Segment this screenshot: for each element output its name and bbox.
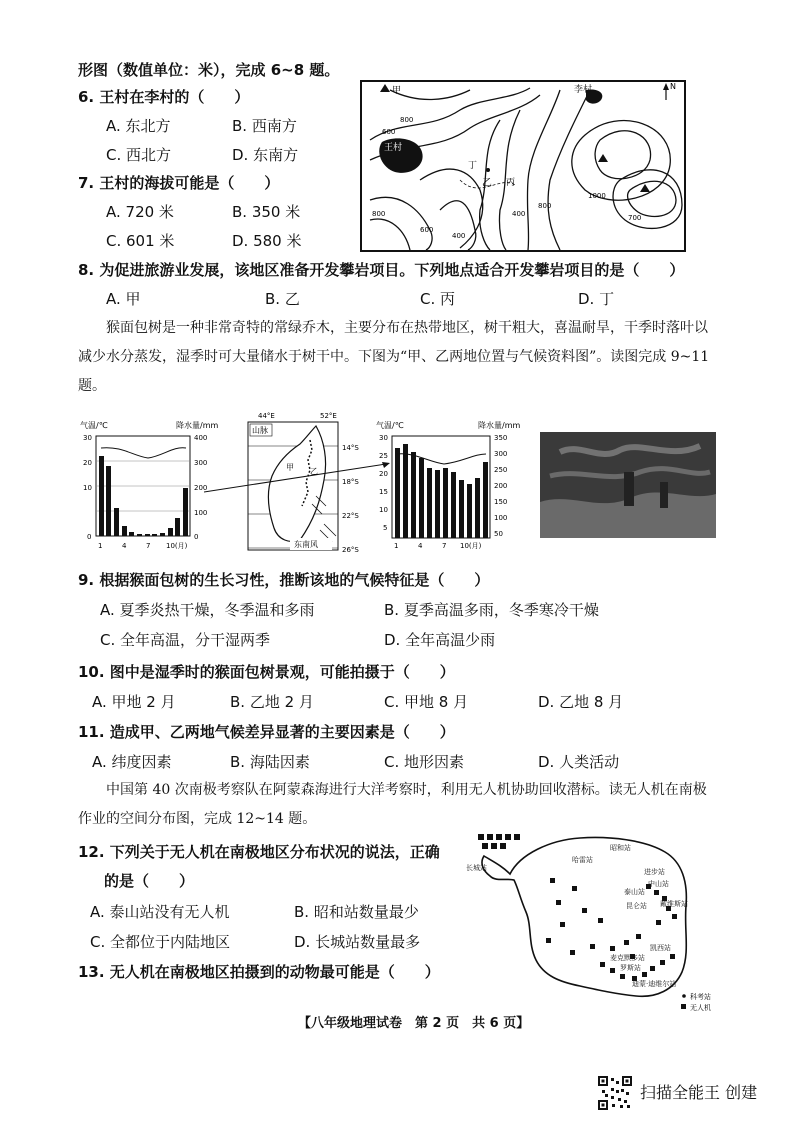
station-halley: 哈雷站 xyxy=(572,856,593,864)
yi-temp-tick-5: 5 xyxy=(383,524,388,532)
q11-option-a: A. 纬度因素 xyxy=(92,753,172,771)
station-taishan: 泰山站 xyxy=(624,888,645,896)
jia-bar-4 xyxy=(122,526,127,536)
yi-bar-3 xyxy=(411,452,416,538)
jia-month-tick-1: 1 xyxy=(98,542,103,550)
yi-precip-tick-50: 50 xyxy=(494,530,503,538)
legend-station-label: 科考站 xyxy=(690,993,711,1001)
yi-precip-axis-title: 降水量/mm xyxy=(478,421,521,430)
label-mountain: 山脉 xyxy=(252,426,268,435)
question-12-stem-line2: 的是（ ） xyxy=(104,872,195,890)
contour-label-6: 800 xyxy=(538,202,552,210)
contour-label-5: 400 xyxy=(512,210,526,218)
jia-temp-axis-title: 气温/℃ xyxy=(80,421,108,430)
q7-option-b: B. 350 米 xyxy=(232,203,301,221)
q12-option-a: A. 泰山站没有无人机 xyxy=(90,903,230,921)
station-ross: 罗斯站 xyxy=(620,964,641,972)
yi-precip-tick-350: 350 xyxy=(494,434,508,442)
yi-month-tick-1: 1 xyxy=(394,542,399,550)
station-zhongshan: 中山站 xyxy=(648,880,669,888)
jia-bar-11 xyxy=(175,518,180,536)
jia-bar-2 xyxy=(106,466,111,536)
intro-line: 形图（数值单位：米），完成 6~8 题。 xyxy=(78,61,340,79)
label-ding-point: 丁 xyxy=(468,161,478,171)
label-bing-point: 丙 xyxy=(506,178,516,188)
jia-precip-tick-400: 400 xyxy=(194,434,208,442)
label-yi-site: 乙 xyxy=(310,467,318,476)
contour-label-7: 1000 xyxy=(588,192,606,200)
label-jia-peak: 甲 xyxy=(392,86,402,96)
contour-label-3: 800 xyxy=(372,210,386,218)
contour-label-8: 700 xyxy=(628,214,642,222)
q10-option-b: B. 乙地 2 月 xyxy=(230,693,314,711)
yi-temp-tick-10: 10 xyxy=(379,506,388,514)
contour-label-2: 600 xyxy=(382,128,396,136)
contour-label-1: 800 xyxy=(400,116,414,124)
climate-chart-jia xyxy=(78,418,220,550)
q11-option-d: D. 人类活动 xyxy=(538,753,620,771)
yi-bar-7 xyxy=(443,468,448,538)
yi-month-tick-4: 4 xyxy=(418,542,423,550)
jia-bar-5 xyxy=(129,532,134,536)
q7-option-d: D. 580 米 xyxy=(232,232,302,250)
yi-month-tick-7: 7 xyxy=(442,542,447,550)
yi-precip-tick-150: 150 xyxy=(494,498,508,506)
passage-antarctic: 中国第 40 次南极考察队在阿蒙森海进行大洋考察时，利用无人机协助回收潜标。读无人机在南极作业的空间分布图，完成 12~14 题。 xyxy=(78,782,707,827)
q10-option-c: C. 甲地 8 月 xyxy=(384,693,469,711)
yi-temp-tick-15: 15 xyxy=(379,488,388,496)
jia-bar-1 xyxy=(99,456,104,536)
yi-bar-8 xyxy=(451,472,456,538)
yi-precip-tick-300: 300 xyxy=(494,450,508,458)
q8-option-a: A. 甲 xyxy=(106,290,141,308)
label-wangcun: 王村 xyxy=(384,143,403,153)
label-licun: 李村 xyxy=(574,85,593,95)
yi-temp-axis-title: 气温/℃ xyxy=(376,421,404,430)
label-wind: 东南风 xyxy=(294,540,318,549)
jia-bar-7 xyxy=(145,534,150,536)
q8-option-b: B. 乙 xyxy=(265,290,300,308)
north-label: N xyxy=(670,82,676,91)
topographic-map xyxy=(360,80,686,252)
yi-bar-10 xyxy=(467,484,472,538)
yi-precip-tick-250: 250 xyxy=(494,466,508,474)
q6-option-a: A. 东北方 xyxy=(106,117,171,135)
q6-option-b: B. 西南方 xyxy=(232,117,297,135)
yi-precip-tick-100: 100 xyxy=(494,514,508,522)
label-jia-site: 甲 xyxy=(286,463,294,472)
station-davis: 戴维斯站 xyxy=(660,900,688,908)
station-dumont: 迪蒙·迪维尔站 xyxy=(632,980,677,988)
q11-option-c: C. 地形因素 xyxy=(384,753,465,771)
question-7-stem: 7. 王村的海拔可能是（ ） xyxy=(78,174,280,192)
q9-option-d: D. 全年高温少雨 xyxy=(384,631,496,649)
q11-option-b: B. 海陆因素 xyxy=(230,753,310,771)
label-yi-point: 乙 xyxy=(482,178,492,189)
jia-bar-9 xyxy=(160,533,165,536)
jia-temp-tick-30: 30 xyxy=(83,434,92,442)
jia-bar-10 xyxy=(168,528,173,536)
climate-chart-yi xyxy=(374,418,534,550)
q12-option-d: D. 长城站数量最多 xyxy=(294,933,421,951)
question-9-stem: 9. 根据猴面包树的生长习性，推断该地的气候特征是（ ） xyxy=(78,571,490,589)
jia-temp-curve xyxy=(101,448,186,458)
jia-precip-tick-300: 300 xyxy=(194,459,208,467)
jia-bar-12 xyxy=(183,488,188,536)
passage-baobab: 猴面包树是一种非常奇特的常绿乔木，主要分布在热带地区，树干粗大，喜温耐旱，干季时落叶以减少水分蒸发，湿季时可大量储水于树干中。下图为“甲、乙两地位置与气候资料图”。读图完成 9~11 题。 xyxy=(78,320,710,394)
question-13-stem: 13. 无人机在南极地区拍摄到的动物最可能是（ ） xyxy=(78,963,440,981)
yi-bar-9 xyxy=(459,480,464,538)
q6-option-c: C. 西北方 xyxy=(106,146,172,164)
question-12-stem-line1: 12. 下列关于无人机在南极地区分布状况的说法，正确 xyxy=(78,843,440,861)
jia-bar-8 xyxy=(152,534,157,536)
yi-temp-tick-25: 25 xyxy=(379,452,388,460)
yi-bar-4 xyxy=(419,458,424,538)
q12-option-b: B. 昭和站数量最少 xyxy=(294,903,419,921)
watermark-text: 扫描全能王 创建 xyxy=(640,1083,758,1102)
yi-temp-curve xyxy=(397,454,486,464)
lat-18s: 18°S xyxy=(342,478,359,486)
jia-month-tick-4: 4 xyxy=(122,542,127,550)
q9-option-b: B. 夏季高温多雨，冬季寒冷干燥 xyxy=(384,601,599,619)
contour-label-4: 600 xyxy=(420,226,434,234)
q10-option-d: D. 乙地 8 月 xyxy=(538,693,624,711)
jia-precip-tick-0: 0 xyxy=(194,533,199,541)
q7-option-a: A. 720 米 xyxy=(106,203,174,221)
q12-option-c: C. 全都位于内陆地区 xyxy=(90,933,231,951)
lat-22s: 22°S xyxy=(342,512,359,520)
q8-option-c: C. 丙 xyxy=(420,290,456,308)
contour-label-9: 400 xyxy=(452,232,466,240)
station-progress: 进步站 xyxy=(644,868,665,876)
question-11-stem: 11. 造成甲、乙两地气候差异显著的主要因素是（ ） xyxy=(78,723,455,741)
baobab-photo xyxy=(540,432,716,538)
jia-temp-tick-0: 0 xyxy=(87,533,92,541)
qr-code-icon xyxy=(598,1076,632,1110)
q10-option-a: A. 甲地 2 月 xyxy=(92,693,176,711)
station-kunlun: 昆仑站 xyxy=(626,902,647,910)
question-10-stem: 10. 图中是湿季时的猴面包树景观，可能拍摄于（ ） xyxy=(78,663,455,681)
lon-52e: 52°E xyxy=(320,412,337,420)
question-6-stem: 6. 王村在李村的（ ） xyxy=(78,88,250,106)
q9-option-a: A. 夏季炎热干燥，冬季温和多雨 xyxy=(100,601,315,619)
yi-temp-tick-20: 20 xyxy=(379,470,388,478)
jia-bar-3 xyxy=(114,508,119,536)
yi-bar-11 xyxy=(475,478,480,538)
legend-drone-label: 无人机 xyxy=(690,1004,711,1012)
station-showa: 昭和站 xyxy=(610,844,631,852)
station-mcmurdo: 麦克默多站 xyxy=(610,954,645,962)
jia-temp-tick-20: 20 xyxy=(83,459,92,467)
q7-option-c: C. 601 米 xyxy=(106,232,175,250)
yi-bar-6 xyxy=(435,470,440,538)
question-8-stem: 8. 为促进旅游业发展，该地区准备开发攀岩项目。下列地点适合开发攀岩项目的是（ ） xyxy=(78,261,685,279)
page-footer: 【八年级地理试卷 第 2 页 共 6 页】 xyxy=(298,1016,530,1031)
lat-26s: 26°S xyxy=(342,546,359,554)
antarctica-map xyxy=(460,826,720,1016)
yi-month-tick-10: 10(月) xyxy=(460,542,482,550)
q6-option-d: D. 东南方 xyxy=(232,146,299,164)
lat-14s: 14°S xyxy=(342,444,359,452)
station-changcheng: 长城站 xyxy=(466,864,487,872)
yi-temp-tick-30: 30 xyxy=(379,434,388,442)
yi-bar-12 xyxy=(483,462,488,538)
jia-bar-6 xyxy=(137,534,142,536)
station-casey: 凯西站 xyxy=(650,944,671,952)
jia-temp-tick-10: 10 xyxy=(83,484,92,492)
q8-option-d: D. 丁 xyxy=(578,290,615,308)
jia-precip-tick-200: 200 xyxy=(194,484,208,492)
jia-precip-tick-100: 100 xyxy=(194,509,208,517)
yi-bar-2 xyxy=(403,444,408,538)
q9-option-c: C. 全年高温，分干湿两季 xyxy=(100,631,271,649)
jia-month-tick-10: 10(月) xyxy=(166,542,188,550)
yi-bar-1 xyxy=(395,448,400,538)
yi-bar-5 xyxy=(427,468,432,538)
jia-month-tick-7: 7 xyxy=(146,542,151,550)
yi-precip-tick-200: 200 xyxy=(494,482,508,490)
jia-precip-axis-title: 降水量/mm xyxy=(176,421,219,430)
lon-44e: 44°E xyxy=(258,412,275,420)
connector-arrows xyxy=(204,460,394,494)
